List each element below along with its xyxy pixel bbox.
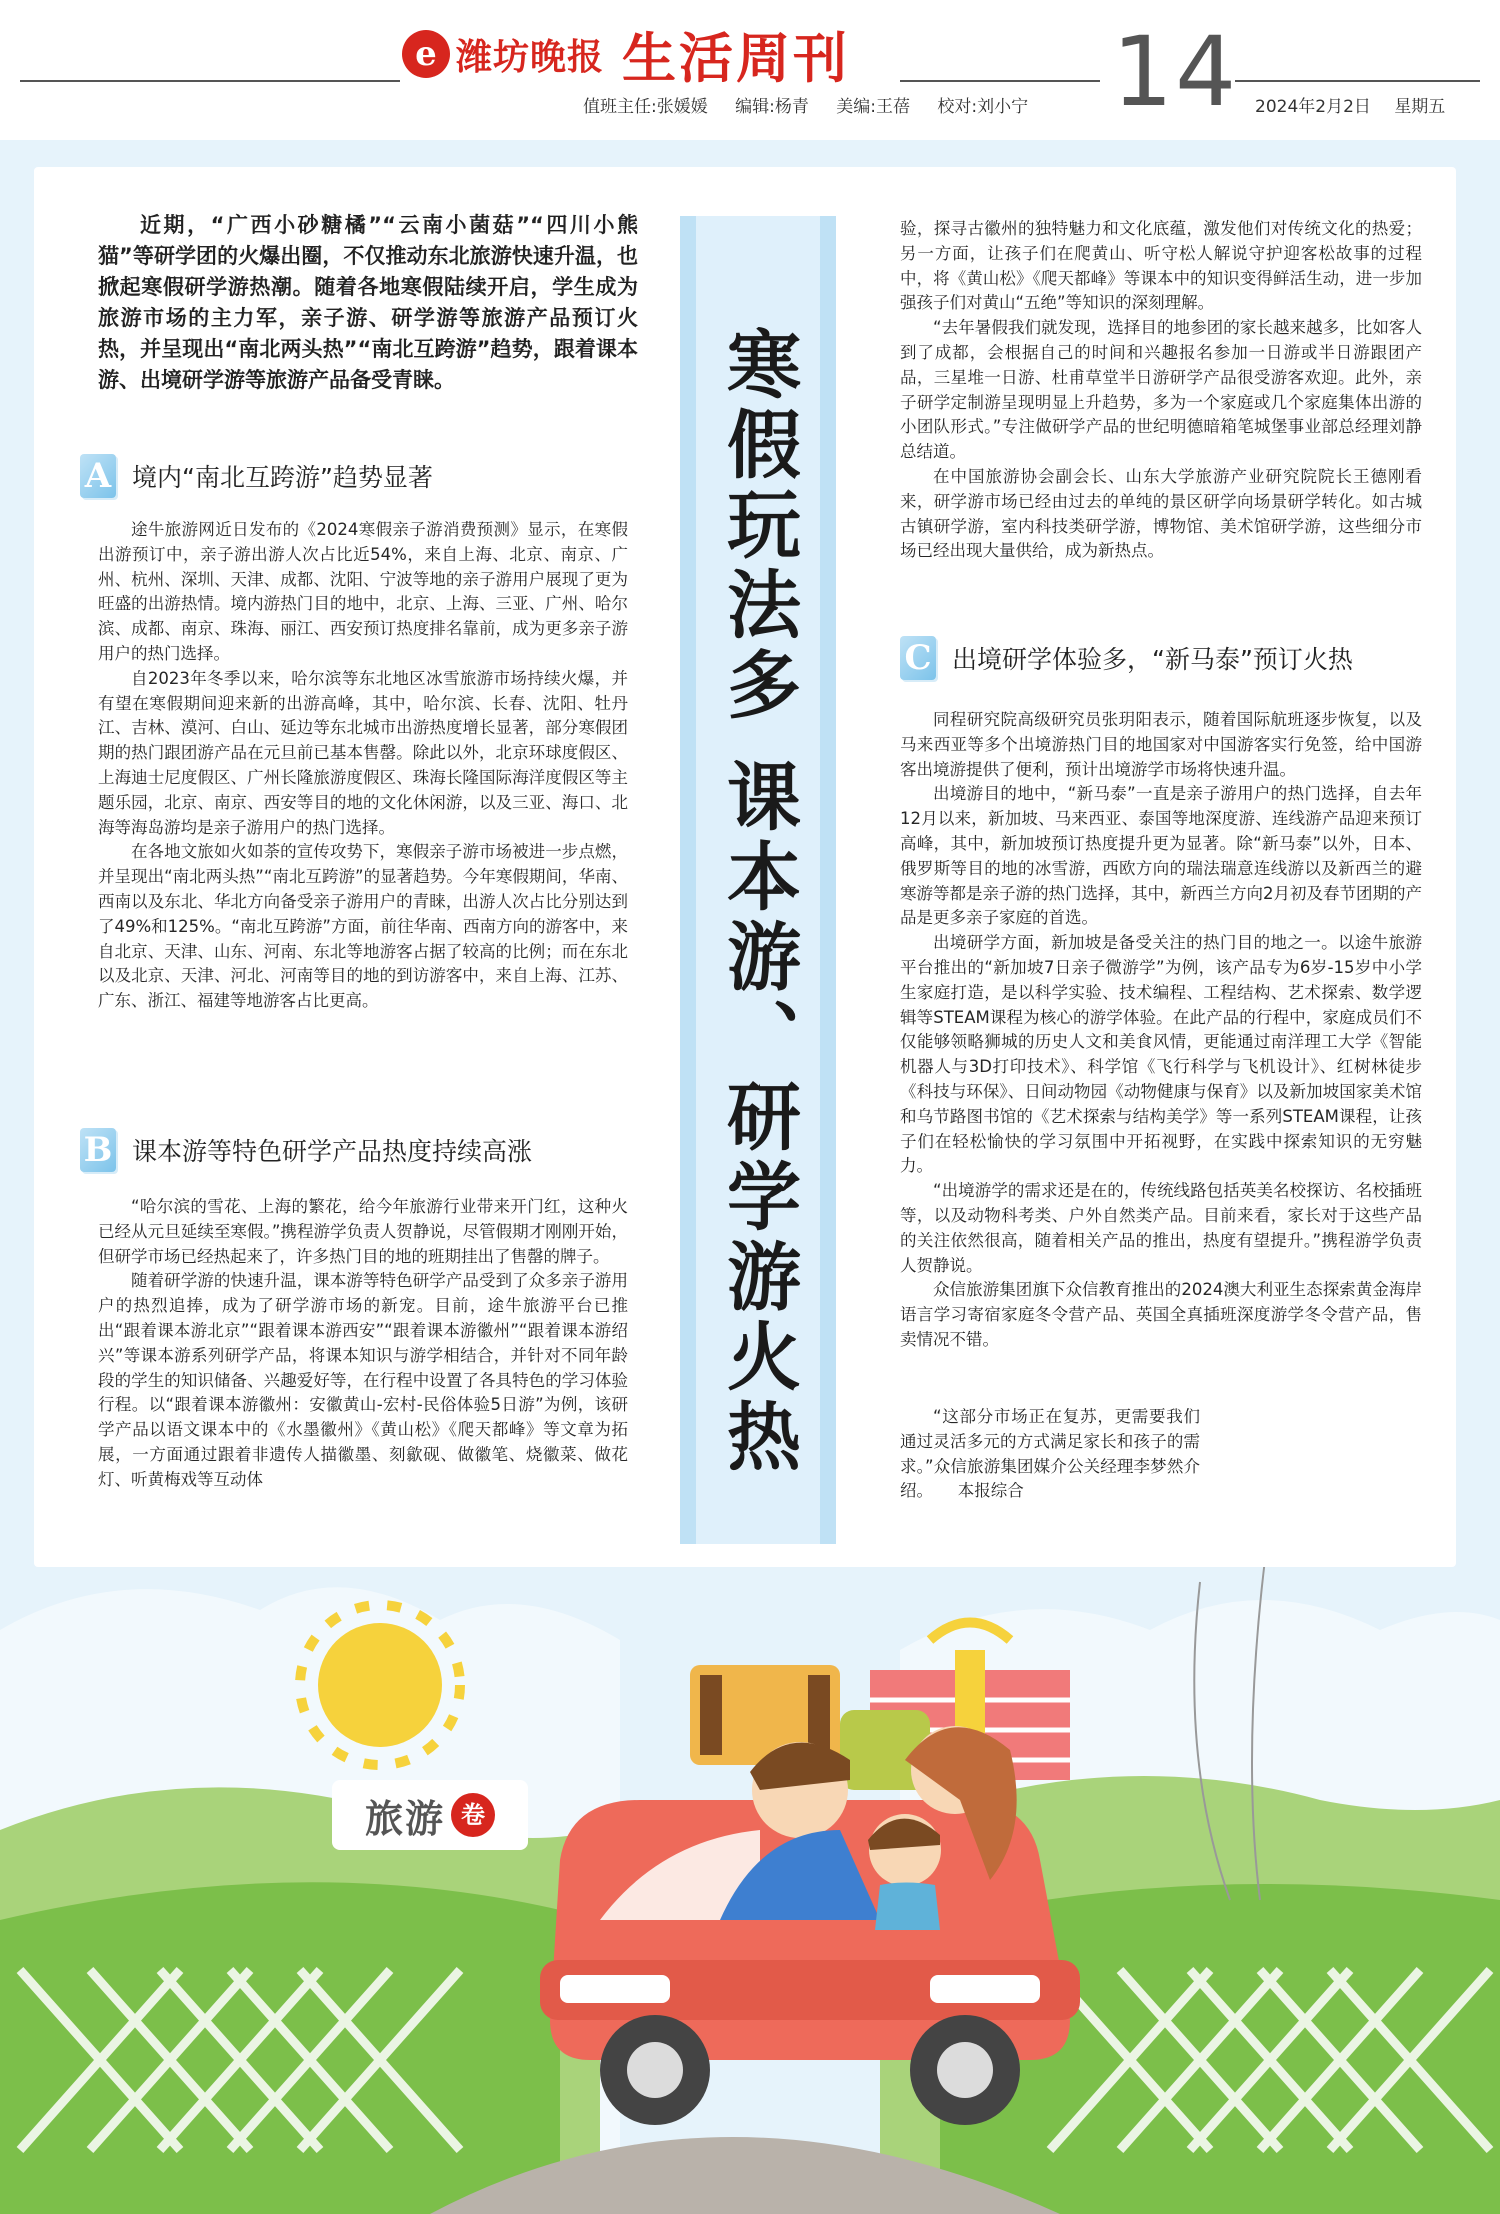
lead-paragraph: 近期，“广西小砂糖橘”“云南小菌菇”“四川小熊猫”等研学团的火爆出圈，不仅推动东北旅游快速升温，也掀起寒假研学游热潮。随着各地寒假陆续开启，学生成为旅游市场的主力军，亲子游、研学游等旅游产品预订火热，并呈现出“南北两头热”“南北互跨游”趋势，跟着课本游、出境研学游等旅游产品备受青睐。 <box>98 213 638 392</box>
section-a-header <box>80 446 433 506</box>
section-b-header <box>80 1120 532 1180</box>
staff-art-editor: 美编:王蓓 <box>836 97 911 117</box>
date-line <box>1255 92 1463 117</box>
section-a-paragraph-3: 在各地文旅如火如荼的宣传攻势下，寒假亲子游市场被进一步点燃，并呈现出“南北两头热”“南北互跨游”的显著趋势。今年寒假期间，华南、西南以及东北、华北方向备受亲子游用户的青睐，出游人次占比分别达到了49%和125%。“南北互跨游”方面，前往华南、西南方向的游客中，来自北京、天津、山东、河南、东北等地游客占据了较高的比例；而在东北以及北京、天津、河北、河南等目的地的到访游客中，来自上海、江苏、广东、浙江、福建等地游客占比更高。 <box>98 842 628 1011</box>
byline: 本报综合 <box>957 1481 1024 1501</box>
masthead-rule-mid <box>900 80 1100 82</box>
section-name: 生活周刊 <box>622 25 851 90</box>
issue-weekday: 星期五 <box>1394 97 1446 117</box>
section-c-paragraph-2: 出境游目的地中，“新马泰”一直是亲子游用户的热门选择，自去年12月以来，新加坡、马来西亚、泰国等地深度游、连线游产品迎来预订高峰，其中，新加坡预订热度提升更为显著。除“新马泰”以外，日本、俄罗斯等目的地的冰雪游，西欧方向的瑞法瑞意连线游以及新西兰的避寒游等都是亲子游的热门选择，其中，新西兰方向2月初及春节团期的产品是更多亲子家庭的首选。 <box>900 784 1422 928</box>
section-b-title: 课本游等特色研学产品热度持续高涨 <box>132 1137 533 1166</box>
staff-duty-editor: 值班主任:张媛媛 <box>583 97 708 117</box>
section-c-body <box>900 708 1422 1353</box>
section-c-paragraph-4: “出境游学的需求还是在的，传统线路包括英美名校探访、名校插班等，以及动物科考类、户外自然类产品。目前来看，家长对于这些产品的关注依然很高，随着相关产品的推出，热度有望提升。”携程游学负责人贺静说。 <box>900 1181 1422 1275</box>
continuation-paragraph-1: 验，探寻古徽州的独特魅力和文化底蕴，激发他们对传统文化的热爱；另一方面，让孩子们在爬黄山、听守松人解说守护迎客松故事的过程中，将《黄山松》《爬天都峰》等课本中的知识变得鲜活生动，进一步加强孩子们对黄山“五绝”等知识的深刻理解。 <box>900 219 1422 313</box>
section-a-paragraph-1: 途牛旅游网近日发布的《2024寒假亲子游消费预测》显示，在寒假出游预订中，亲子游出游人次占比近54%，来自上海、北京、南京、广州、杭州、深圳、天津、成都、沈阳、宁波等地的亲子游用户展现了更为旺盛的出游热情。境内游热门目的地中，北京、上海、三亚、广州、哈尔滨、成都、南京、珠海、丽江、西安预订热度排名靠前，成为更多亲子游用户的热门选择。 <box>98 520 628 663</box>
staff-line <box>583 92 1050 117</box>
section-a-title: 境内“南北互跨游”趋势显著 <box>132 463 433 492</box>
headline-band <box>680 216 836 1544</box>
right-column-continuation <box>900 217 1422 564</box>
section-c-header <box>900 628 1353 688</box>
section-b-paragraph-2: 随着研学游的快速升温，课本游等特色研学产品受到了众多亲子游用户的热烈追捧，成为了研学游市场的新宠。目前，途牛旅游平台已推出“跟着课本游北京”“跟着课本游西安”“跟着课本游徽州”“跟着课本游绍兴”等课本游系列研学产品，将课本知识与游学相结合，并针对不同年龄段的学生的知识储备、兴趣爱好等，在行程中设置了各具特色的学习体验行程。以“跟着课本游徽州：安徽黄山-宏村-民俗体验5日游”为例，该研学产品以语文课本中的《水墨徽州》《黄山松》《爬天都峰》等文章为拓展，一方面通过跟着非遗传人描徽墨、刻歙砚、做徽笔、烧徽菜、做花灯、听黄梅戏等互动体 <box>98 1271 628 1489</box>
masthead-rule-right <box>1235 80 1480 82</box>
page-number: 14 <box>1112 16 1239 128</box>
vertical-headline: 寒假玩法多 课本游、研学游火热 <box>715 326 801 1478</box>
issue-date: 2024年2月2日 <box>1255 97 1371 117</box>
closing-block <box>900 1405 1200 1504</box>
section-a-body <box>98 518 628 1014</box>
continuation-paragraph-3: 在中国旅游协会副会长、山东大学旅游产业研究院院长王德刚看来，研学游市场已经由过去的单纯的景区研学向场景研学转化。如古城古镇研学游，室内科技类研学游，博物馆、美术馆研学游，这些细分市场已经出现大量供给，成为新热点。 <box>900 466 1422 561</box>
closing-text: “这部分市场正在复苏，更需要我们通过灵活多元的方式满足家长和孩子的需求。”众信旅游集团媒介公关经理李梦然介绍。 <box>900 1407 1200 1501</box>
section-c-letter-badge: C <box>900 636 936 680</box>
newspaper-logo <box>402 24 851 90</box>
staff-proofreader: 校对:刘小宁 <box>937 97 1029 117</box>
tag-text: 旅游 <box>364 1796 445 1841</box>
travel-illustration <box>0 1500 1500 2214</box>
section-a-paragraph-2: 自2023年冬季以来，哈尔滨等东北地区冰雪旅游市场持续火爆，并有望在寒假期间迎来新的出游高峰，其中，哈尔滨、长春、沈阳、牡丹江、吉林、漠河、白山、延边等东北城市出游热度增长显著，部分寒假团期的热门跟团游产品在元旦前已基本售罄。除此以外，北京环球度假区、上海迪士尼度假区、广州长隆旅游度假区、珠海长隆国际海洋度假区等主题乐园，北京、南京、西安等目的地的文化休闲游，以及三亚、海口、北海等海岛游均是亲子游用户的热门选择。 <box>98 668 628 837</box>
continuation-paragraph-2: “去年暑假我们就发现，选择目的地参团的家长越来越多，比如客人到了成都，会根据自己的时间和兴趣报名参加一日游或半日游跟团产品，三星堆一日游、杜甫草堂半日游研学产品很受游客欢迎。此外，亲子研学定制游呈现明显上升趋势，多为一个家庭或几个家庭集体出游的小团队形式。”专注做研学产品的世纪明德暗箱笔城堡事业部总经理刘静总结道。 <box>900 318 1422 462</box>
section-c-paragraph-5: 众信旅游集团旗下众信教育推出的2024澳大利亚生态探索黄金海岸语言学习寄宿家庭冬令营产品、英国全真插班深度游学冬令营产品，售卖情况不错。 <box>900 1280 1422 1349</box>
masthead-rule-left <box>20 80 400 82</box>
section-b-paragraph-1: “哈尔滨的雪花、上海的繁花，给今年旅游行业带来开门红，这种火已经从元旦延续至寒假。”携程游学负责人贺静说，尽管假期才刚刚开始，但研学市场已经热起来了，许多热门目的地的班期挂出了售罄的牌子。 <box>98 1197 628 1266</box>
paper-name: 潍坊晚报 <box>456 36 605 78</box>
section-tag-badge <box>332 1780 528 1850</box>
section-c-paragraph-1: 同程研究院高级研究员张玥阳表示，随着国际航班逐步恢复，以及马来西亚等多个出境游热门目的地国家对中国游客实行免签，给中国游客出境游提供了便利，预计出境游学市场将快速升温。 <box>900 710 1422 779</box>
section-c-title: 出境研学体验多，“新马泰”预订火热 <box>952 645 1353 674</box>
headline-inner <box>696 216 820 1544</box>
section-b-letter-badge: B <box>80 1128 116 1172</box>
tag-seal-icon: 卷 <box>451 1793 495 1837</box>
masthead <box>0 0 1500 140</box>
section-a-letter-badge: A <box>80 454 116 498</box>
section-b-body <box>98 1195 628 1493</box>
logo-mark-icon: e <box>402 30 450 78</box>
staff-editor: 编辑:杨青 <box>735 97 809 117</box>
section-c-paragraph-3: 出境研学方面，新加坡是备受关注的热门目的地之一。以途牛旅游平台推出的“新加坡7日亲子微游学”为例，该产品专为6岁-15岁中小学生家庭打造，是以科学实验、技术编程、工程结构、艺术探索、数学逻辑等STEAM课程为核心的游学体验。在此产品的行程中，家庭成员们不仅能够领略狮城的历史人文和美食风情，更能通过南洋理工大学《智能机器人与3D打印技术》、科学馆《飞行科学与飞机设计》、红树林徒步《科技与环保》、日间动物园《动物健康与保育》以及新加坡国家美术馆和乌节路图书馆的《艺术探索与结构美学》等一系列STEAM课程，让孩子们在轻松愉快的学习氛围中开拓视野，在实践中探索知识的无穷魅力。 <box>900 933 1422 1176</box>
closing-paragraph <box>900 1405 1200 1504</box>
